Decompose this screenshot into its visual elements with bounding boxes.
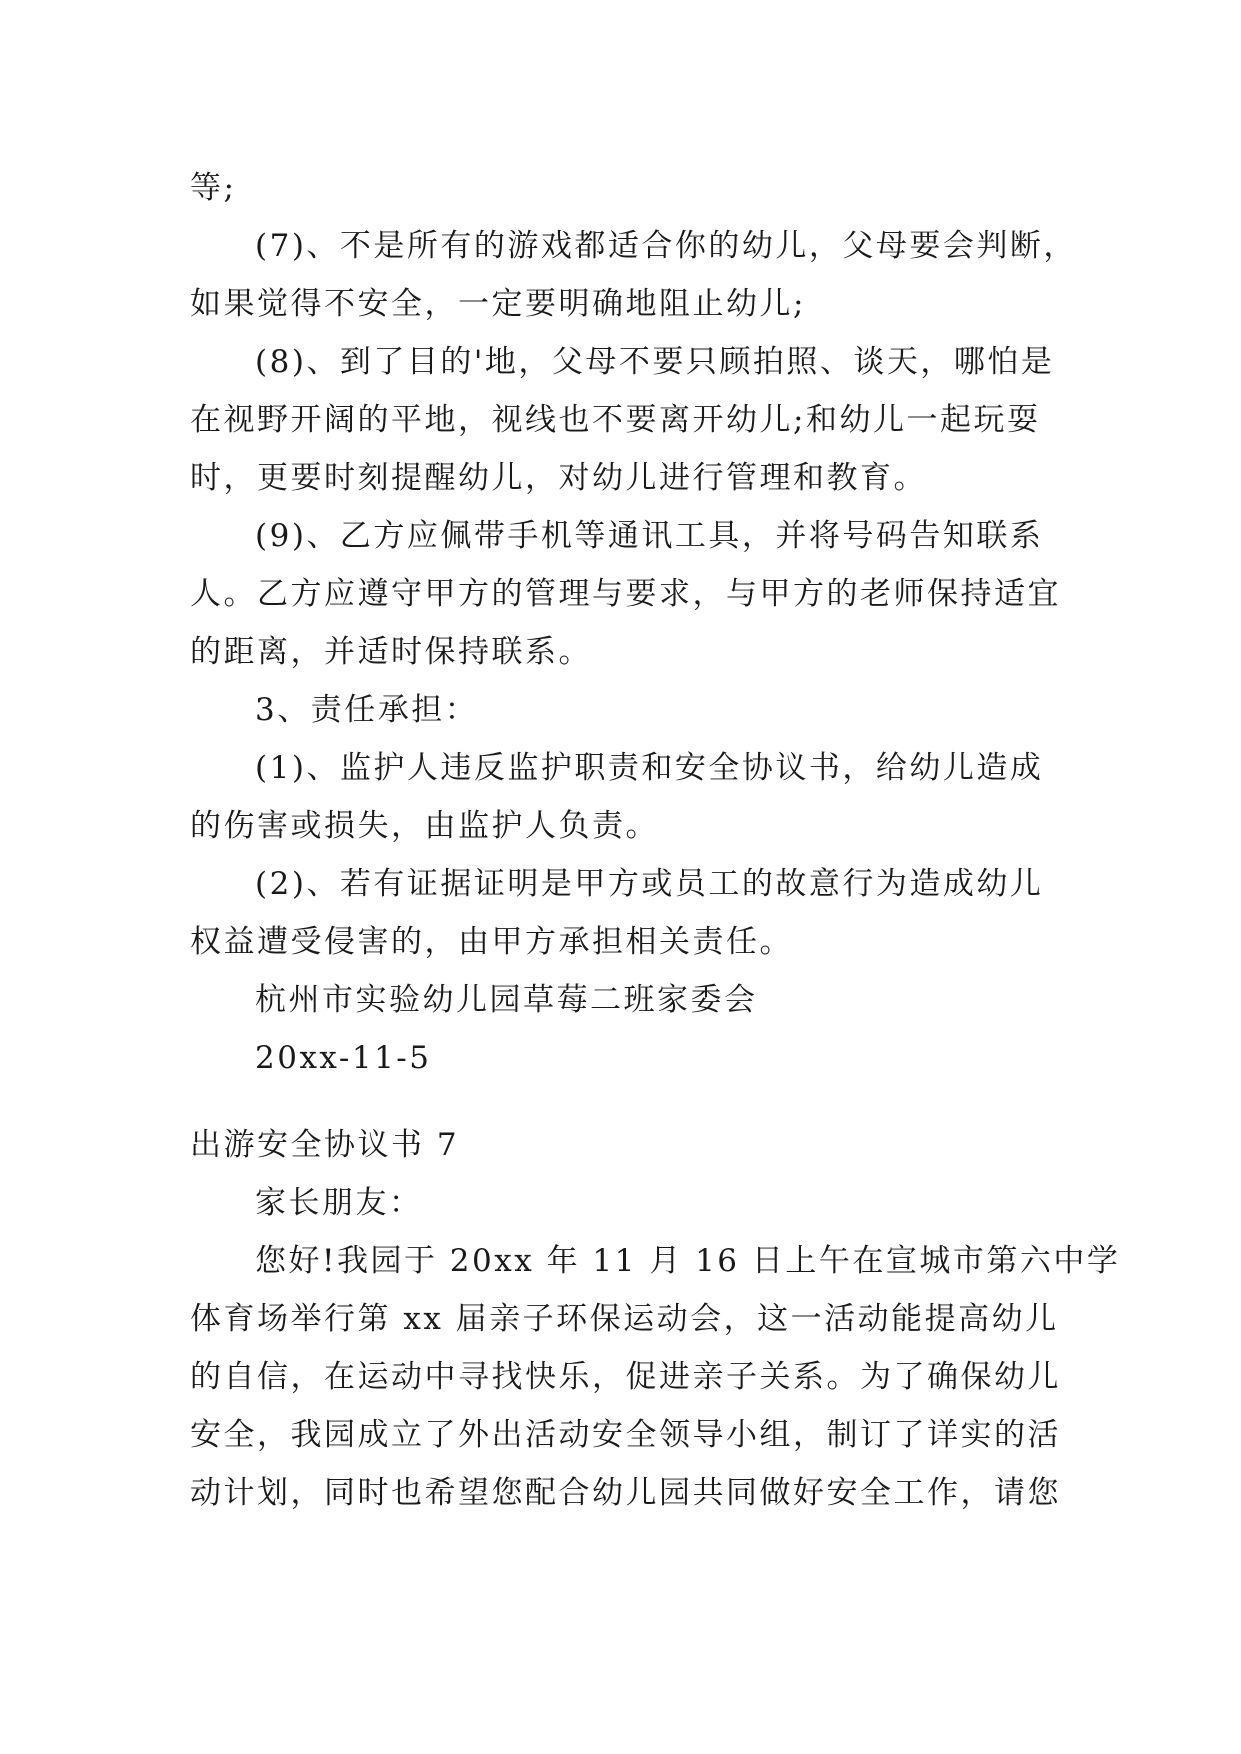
salutation: 家长朋友： xyxy=(255,1185,423,1221)
section-heading: 3、责任承担： xyxy=(255,692,479,728)
text-line: 时，更要时刻提醒幼儿，对幼儿进行管理和教育。 xyxy=(190,460,927,496)
document-title: 出游安全协议书 7 xyxy=(190,1127,460,1163)
text-line: 等; xyxy=(190,170,237,206)
text-line: 的伤害或损失，由监护人负责。 xyxy=(190,808,659,844)
text-line: 体育场举行第 xx 届亲子环保运动会，这一活动能提高幼儿 xyxy=(190,1301,1059,1337)
text-line: (9)、乙方应佩带手机等通讯工具，并将号码告知联系 xyxy=(255,518,1044,554)
text-line: 动计划，同时也希望您配合幼儿园共同做好安全工作，请您 xyxy=(190,1475,1061,1511)
text-line: 的距离，并适时保持联系。 xyxy=(190,634,592,670)
text-line: 您好!我园于 20xx 年 11 月 16 日上午在宣城市第六中学 xyxy=(255,1243,1121,1279)
text-line: 人。乙方应遵守甲方的管理与要求，与甲方的老师保持适宜 xyxy=(190,576,1061,612)
text-line: 权益遭受侵害的，由甲方承担相关责任。 xyxy=(190,924,793,960)
text-line: 在视野开阔的平地，视线也不要离开幼儿;和幼儿一起玩耍 xyxy=(190,402,1041,438)
date-line: 20xx-11-5 xyxy=(255,1040,432,1076)
text-line: (7)、不是所有的游戏都适合你的幼儿，父母要会判断， xyxy=(255,228,1077,264)
text-line: (1)、监护人违反监护职责和安全协议书，给幼儿造成 xyxy=(255,750,1044,786)
text-line: 的自信，在运动中寻找快乐，促进亲子关系。为了确保幼儿 xyxy=(190,1359,1061,1395)
text-line: (2)、若有证据证明是甲方或员工的故意行为造成幼儿 xyxy=(255,866,1044,902)
text-line: 如果觉得不安全，一定要明确地阻止幼儿; xyxy=(190,286,806,322)
text-line: (8)、到了目的'地，父母不要只顾拍照、谈天，哪怕是 xyxy=(255,344,1055,380)
signature-line: 杭州市实验幼儿园草莓二班家委会 xyxy=(255,982,758,1018)
text-line: 安全，我园成立了外出活动安全领导小组，制订了详实的活 xyxy=(190,1417,1061,1453)
